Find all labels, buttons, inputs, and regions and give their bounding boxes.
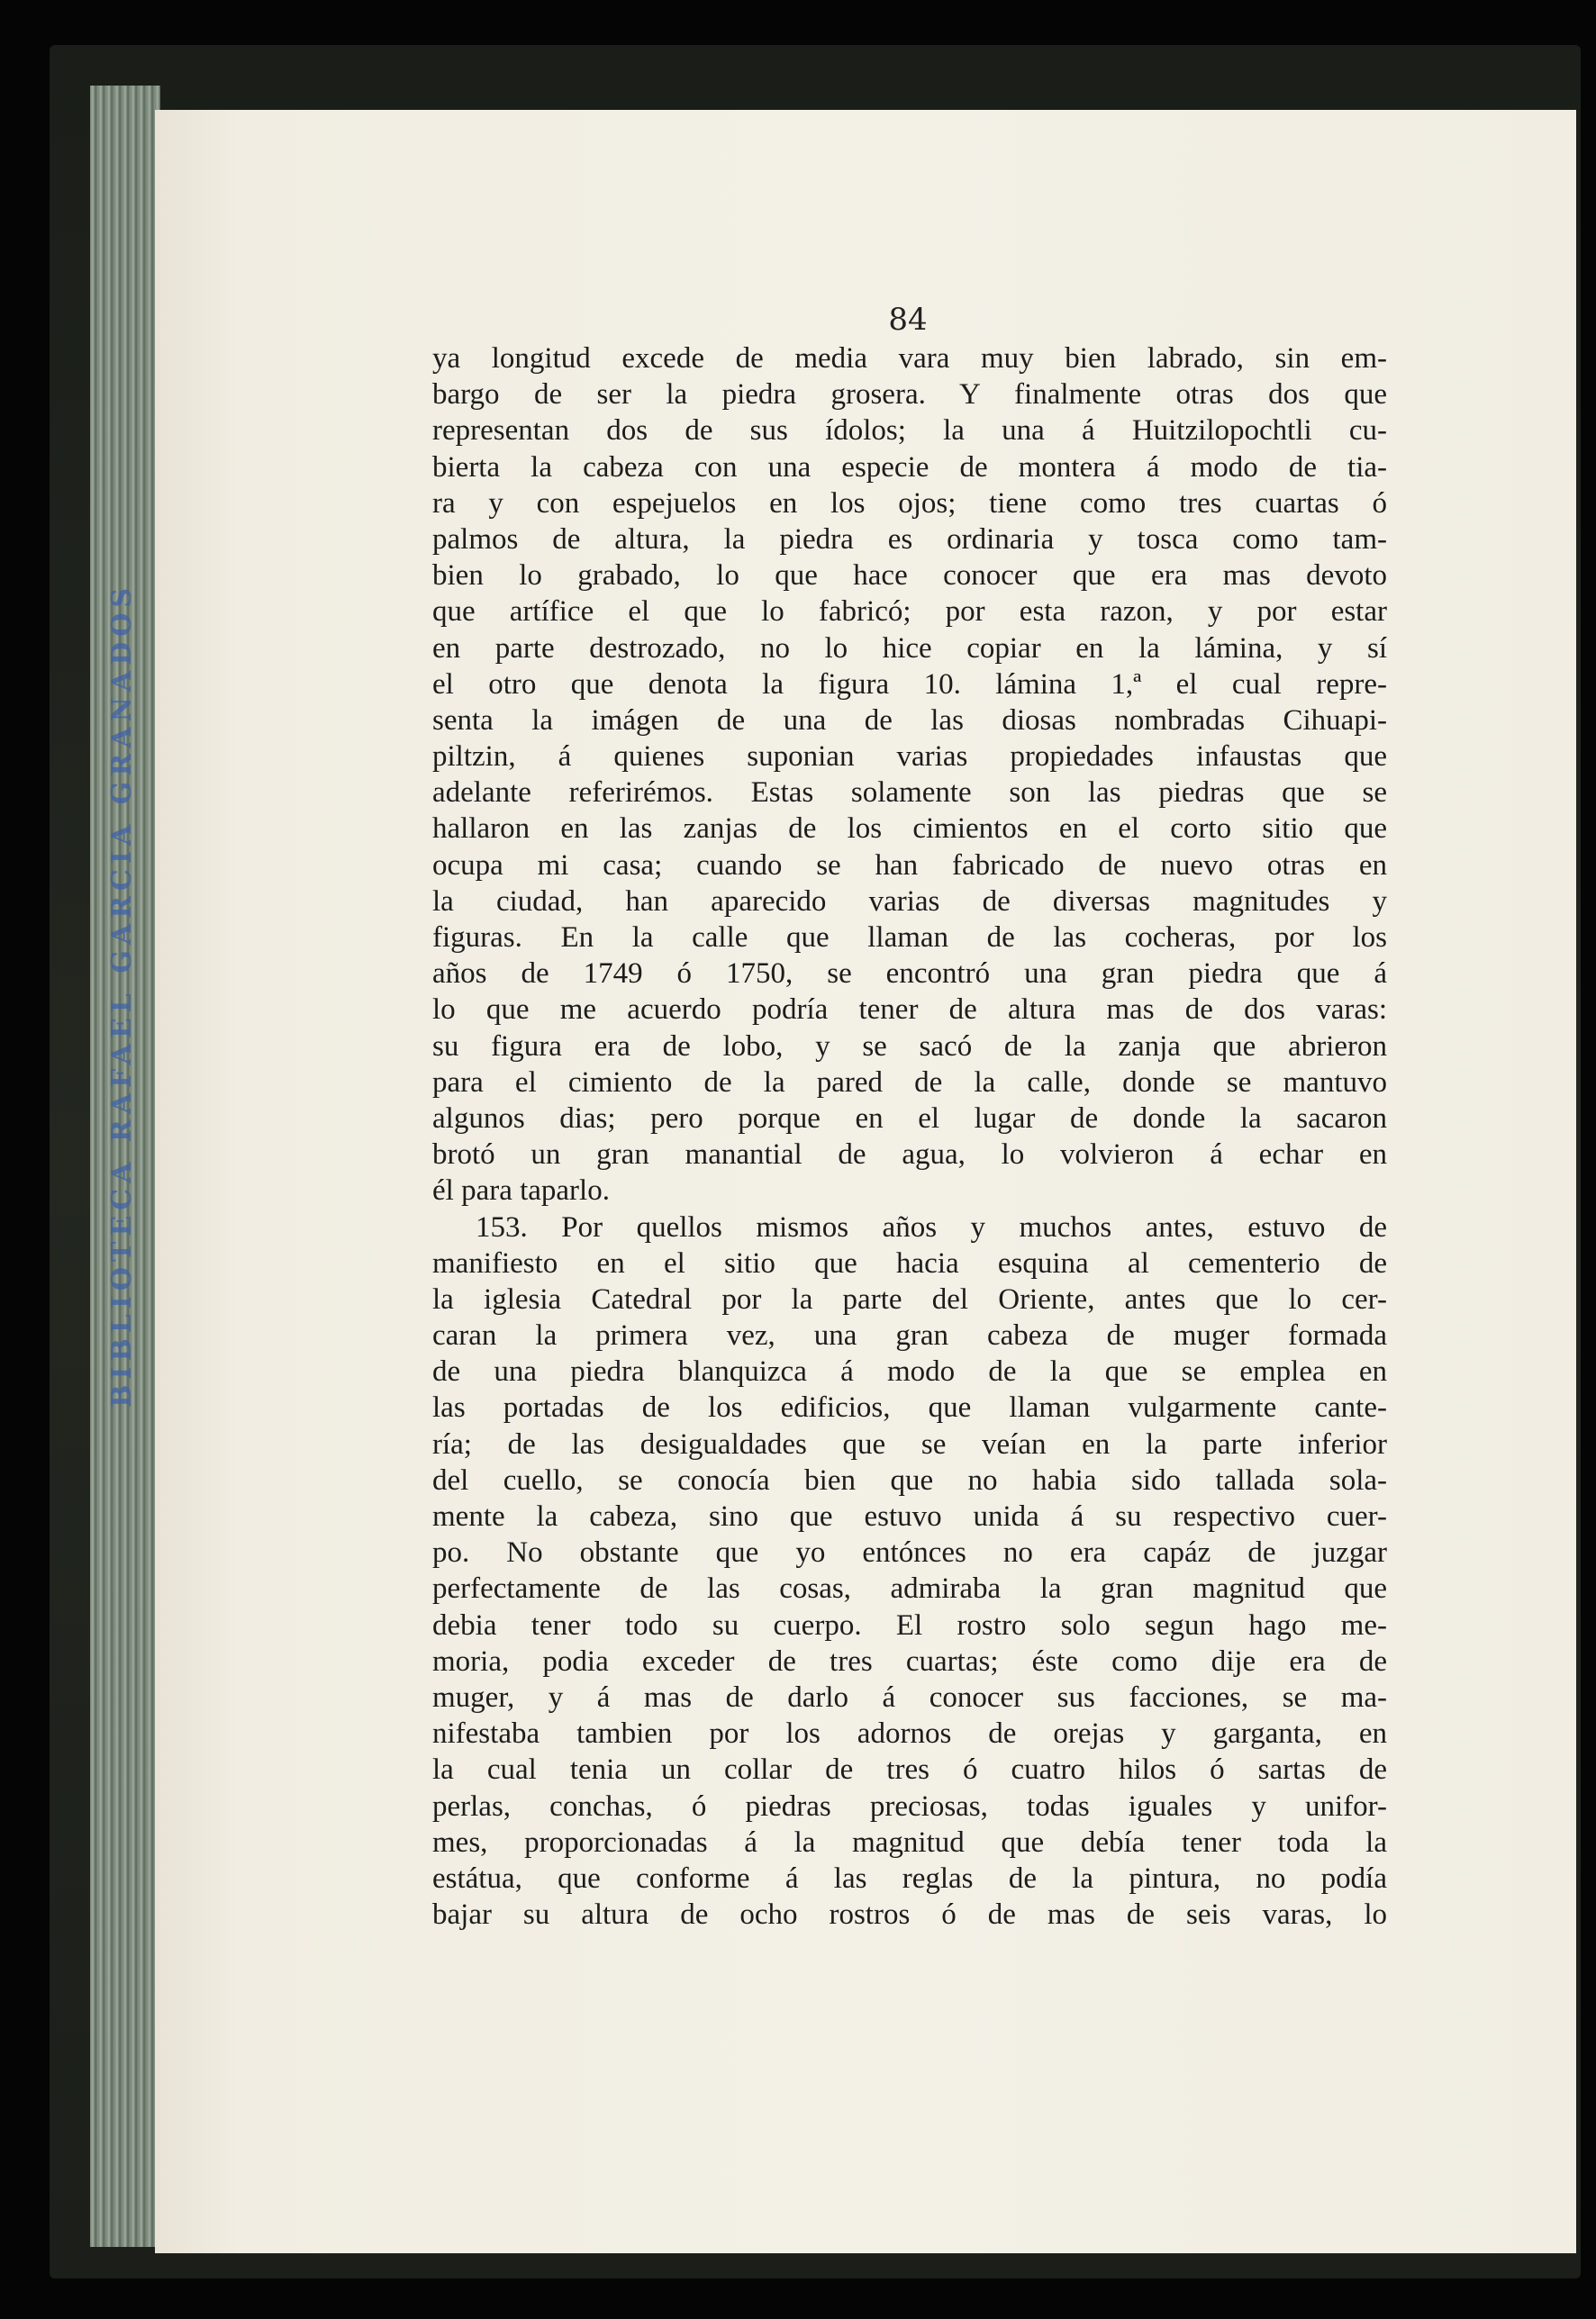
text-line: del cuello, se conocía bien que no habia sido tallada sola- [432, 1463, 1387, 1497]
text-line: moria, podia exceder de tres cuartas; éste como dije era de [432, 1644, 1387, 1678]
text-line: estátua, que conforme á las reglas de la pintura, no podía [432, 1862, 1387, 1895]
text-line: po. No obstante que yo entónces no era capáz de juzgar [432, 1536, 1387, 1570]
text-line: ra y con espejuelos en los ojos; tiene como tres cuartas ó [432, 486, 1387, 520]
text-line: ría; de las desigualdades que se veían en la parte inferior [432, 1427, 1387, 1461]
text-line: representan dos de sus ídolos; la una á Huitzilopochtli cu- [432, 414, 1387, 448]
text-line: en parte destrozado, no lo hice copiar en la lámina, y sí [432, 631, 1387, 665]
text-line: mente la cabeza, sino que estuvo unida á su respectivo cuer- [432, 1500, 1387, 1533]
text-line: ya longitud excede de media vara muy bien labrado, sin em- [432, 342, 1387, 375]
text-line: años de 1749 ó 1750, se encontró una gran piedra que á [432, 957, 1387, 991]
text-line: perlas, conchas, ó piedras preciosas, todas iguales y unifor- [432, 1789, 1387, 1823]
text-line: bajar su altura de ocho rostros ó de mas de seis varas, lo [432, 1898, 1387, 1932]
text-line: perfectamente de las cosas, admiraba la gran magnitud que [432, 1572, 1387, 1606]
text-line: la cual tenia un collar de tres ó cuatro hilos ó sartas de [432, 1753, 1387, 1787]
text-line: bierta la cabeza con una especie de montera á modo de tia- [432, 450, 1387, 484]
text-line: él para taparlo. [432, 1174, 610, 1208]
text-line: su figura era de lobo, y se sacó de la zanja que abrieron [432, 1029, 1387, 1063]
text-line: nifestaba tambien por los adornos de orejas y garganta, en [432, 1717, 1387, 1751]
text-line: bargo de ser la piedra grosera. Y finalmente otras dos que [432, 378, 1387, 412]
text-line: 153. Por quellos mismos años y muchos antes, estuvo de [476, 1210, 1387, 1244]
library-stamp: BIBLIOTECA RAFAEL GARCIA GRANADOS [106, 582, 138, 1409]
body-text [432, 340, 1387, 1933]
text-line: que artífice el que lo fabricó; por esta razon, y por estar [432, 595, 1387, 629]
text-line: la ciudad, han aparecido varias de diversas magnitudes y [432, 884, 1387, 918]
text-line: mes, proporcionadas á la magnitud que debía tener toda la [432, 1825, 1387, 1859]
text-line: brotó un gran manantial de agua, lo volvieron á echar en [432, 1138, 1387, 1172]
text-line: figuras. En la calle que llaman de las cocheras, por los [432, 921, 1387, 954]
text-line: manifiesto en el sitio que hacia esquina al cementerio de [432, 1246, 1387, 1280]
text-line: algunos dias; pero porque en el lugar de donde la sacaron [432, 1101, 1387, 1135]
text-line: bien lo grabado, lo que hace conocer que era mas devoto [432, 559, 1387, 593]
text-line: el otro que denota la figura 10. lámina 1,ª el cual repre- [432, 667, 1387, 701]
text-line: muger, y á mas de darlo á conocer sus facciones, se ma- [432, 1680, 1387, 1714]
text-line: de una piedra blanquizca á modo de la que se emplea en [432, 1355, 1387, 1389]
text-line: senta la imágen de una de las diosas nombradas Cihuapi- [432, 703, 1387, 737]
text-line: para el cimiento de la pared de la calle, donde se mantuvo [432, 1065, 1387, 1099]
text-line: adelante referirémos. Estas solamente son las piedras que se [432, 776, 1387, 810]
text-line: caran la primera vez, una gran cabeza de muger formada [432, 1319, 1387, 1353]
text-line: piltzin, á quienes suponian varias propiedades infaustas que [432, 740, 1387, 774]
text-line: la iglesia Catedral por la parte del Oriente, antes que lo cer- [432, 1282, 1387, 1316]
text-line: debia tener todo su cuerpo. El rostro solo segun hago me- [432, 1608, 1387, 1642]
text-line: hallaron en las zanjas de los cimientos en el corto sitio que [432, 812, 1387, 846]
text-line: ocupa mi casa; cuando se han fabricado de nuevo otras en [432, 848, 1387, 882]
page-number: 84 [888, 302, 928, 338]
text-line: las portadas de los edificios, que llaman vulgarmente cante- [432, 1391, 1387, 1425]
text-line: lo que me acuerdo podría tener de altura mas de dos varas: [432, 993, 1387, 1027]
text-line: palmos de altura, la piedra es ordinaria y tosca como tam- [432, 522, 1387, 556]
